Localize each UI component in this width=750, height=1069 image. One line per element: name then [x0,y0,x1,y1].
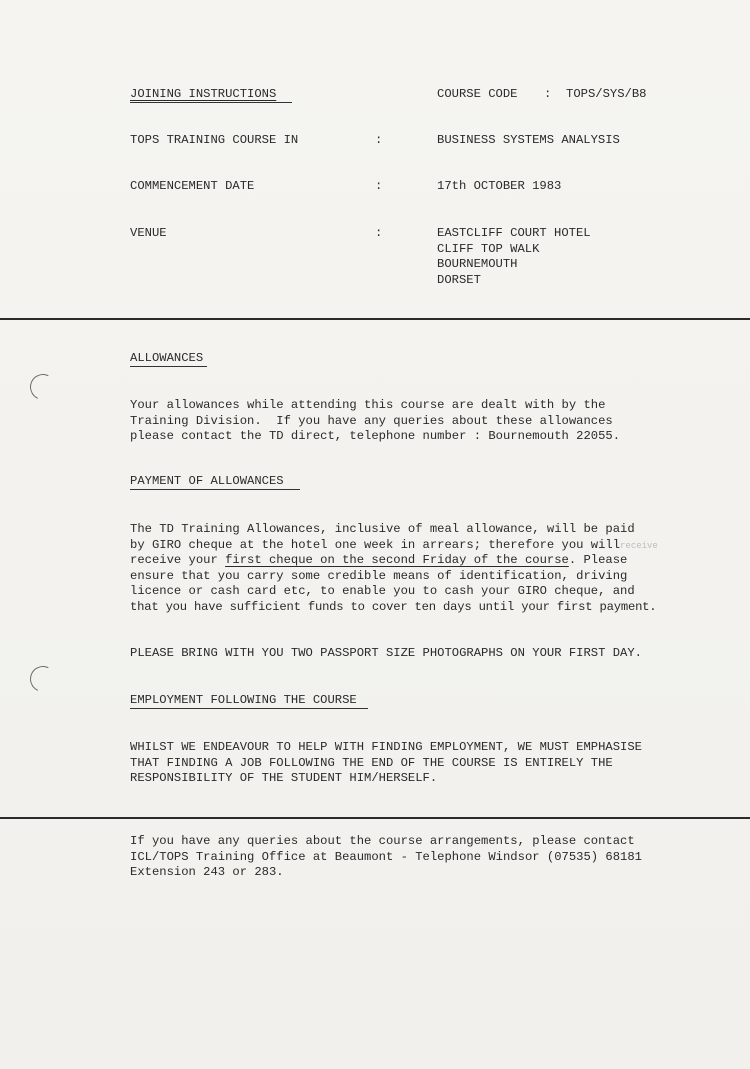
venue-line: DORSET [437,272,481,287]
commencement-date-value: 17th OCTOBER 1983 [437,179,562,193]
course-code-label: COURSE CODE [437,87,518,101]
venue-line: EASTCLIFF COURT HOTEL [437,226,591,240]
paragraph-line-text: by GIRO cheque at the hotel one week in arrears; therefore you will [130,537,621,552]
line-prefix: receive your [130,553,226,567]
venue-label: VENUE [130,226,167,240]
paragraph-line: licence or cash card etc, to enable you to cash your GIRO cheque, and [130,584,635,598]
section-divider-top [0,318,750,320]
payment-paragraph [130,522,658,615]
employment-heading: EMPLOYMENT FOLLOWING THE COURSE [130,693,357,707]
paragraph-line: RESPONSIBILITY OF THE STUDENT HIM/HERSELF. [130,771,438,785]
paragraph-line: Extension 243 or 283. [130,865,284,879]
course-label: TOPS TRAINING COURSE IN [130,133,299,147]
paragraph-line: ICL/TOPS Training Office at Beaumont - Telephone Windsor (07535) 68181 [130,849,642,864]
employment-paragraph [130,740,642,787]
underlined-phrase: first cheque on the second Friday of the course [225,553,569,567]
venue-line: BOURNEMOUTH [437,257,518,271]
course-code-separator: : [544,87,552,101]
paragraph-line: Your allowances while attending this course are dealt with by the [130,398,606,412]
contact-paragraph [130,834,642,881]
paragraph-line: If you have any queries about the course arrangements, please contact [130,834,635,848]
commencement-date-separator: : [375,179,383,193]
paragraph-line [130,538,658,554]
course-separator: : [375,133,383,147]
paragraph-line: ensure that you carry some credible means of identification, driving [130,568,628,583]
allowances-paragraph [130,398,620,445]
course-code-value: TOPS/SYS/B8 [566,87,647,101]
venue-line: CLIFF TOP WALK [437,241,540,256]
payment-heading: PAYMENT OF ALLOWANCES [130,474,284,488]
paragraph-line: Training Division. If you have any queries about these allowances [130,413,613,428]
paragraph-line: THAT FINDING A JOB FOLLOWING THE END OF THE COURSE IS ENTIRELY THE [130,755,613,770]
title-underline [130,102,292,103]
punch-hole-bottom [26,662,59,695]
paragraph-line: The TD Training Allowances, inclusive of meal allowance, will be paid [130,522,635,536]
venue-separator: : [375,226,383,240]
section-divider-bottom [0,817,750,819]
paragraph-line [130,553,658,569]
paragraph-line: WHILST WE ENDEAVOUR TO HELP WITH FINDING EMPLOYMENT, WE MUST EMPHASISE [130,740,642,754]
allowances-heading: ALLOWANCES [130,351,204,365]
payment-heading-underline [130,489,300,490]
paragraph-line: please contact the TD direct, telephone number : Bournemouth 22055. [130,429,621,443]
paragraph-line: that you have sufficient funds to cover ten days until your first payment. [130,599,657,614]
allowances-heading-underline [130,366,207,367]
faint-struck-word: receive [620,540,658,551]
joining-instructions-title: JOINING INSTRUCTIONS [130,87,277,101]
commencement-date-label: COMMENCEMENT DATE [130,179,255,193]
employment-heading-underline [130,708,368,709]
venue-address [437,226,591,288]
photographs-notice: PLEASE BRING WITH YOU TWO PASSPORT SIZE PHOTOGRAPHS ON YOUR FIRST DAY. [130,646,642,660]
course-value: BUSINESS SYSTEMS ANALYSIS [437,133,620,147]
line-suffix: . Please [568,553,628,567]
punch-hole-top [26,370,59,403]
